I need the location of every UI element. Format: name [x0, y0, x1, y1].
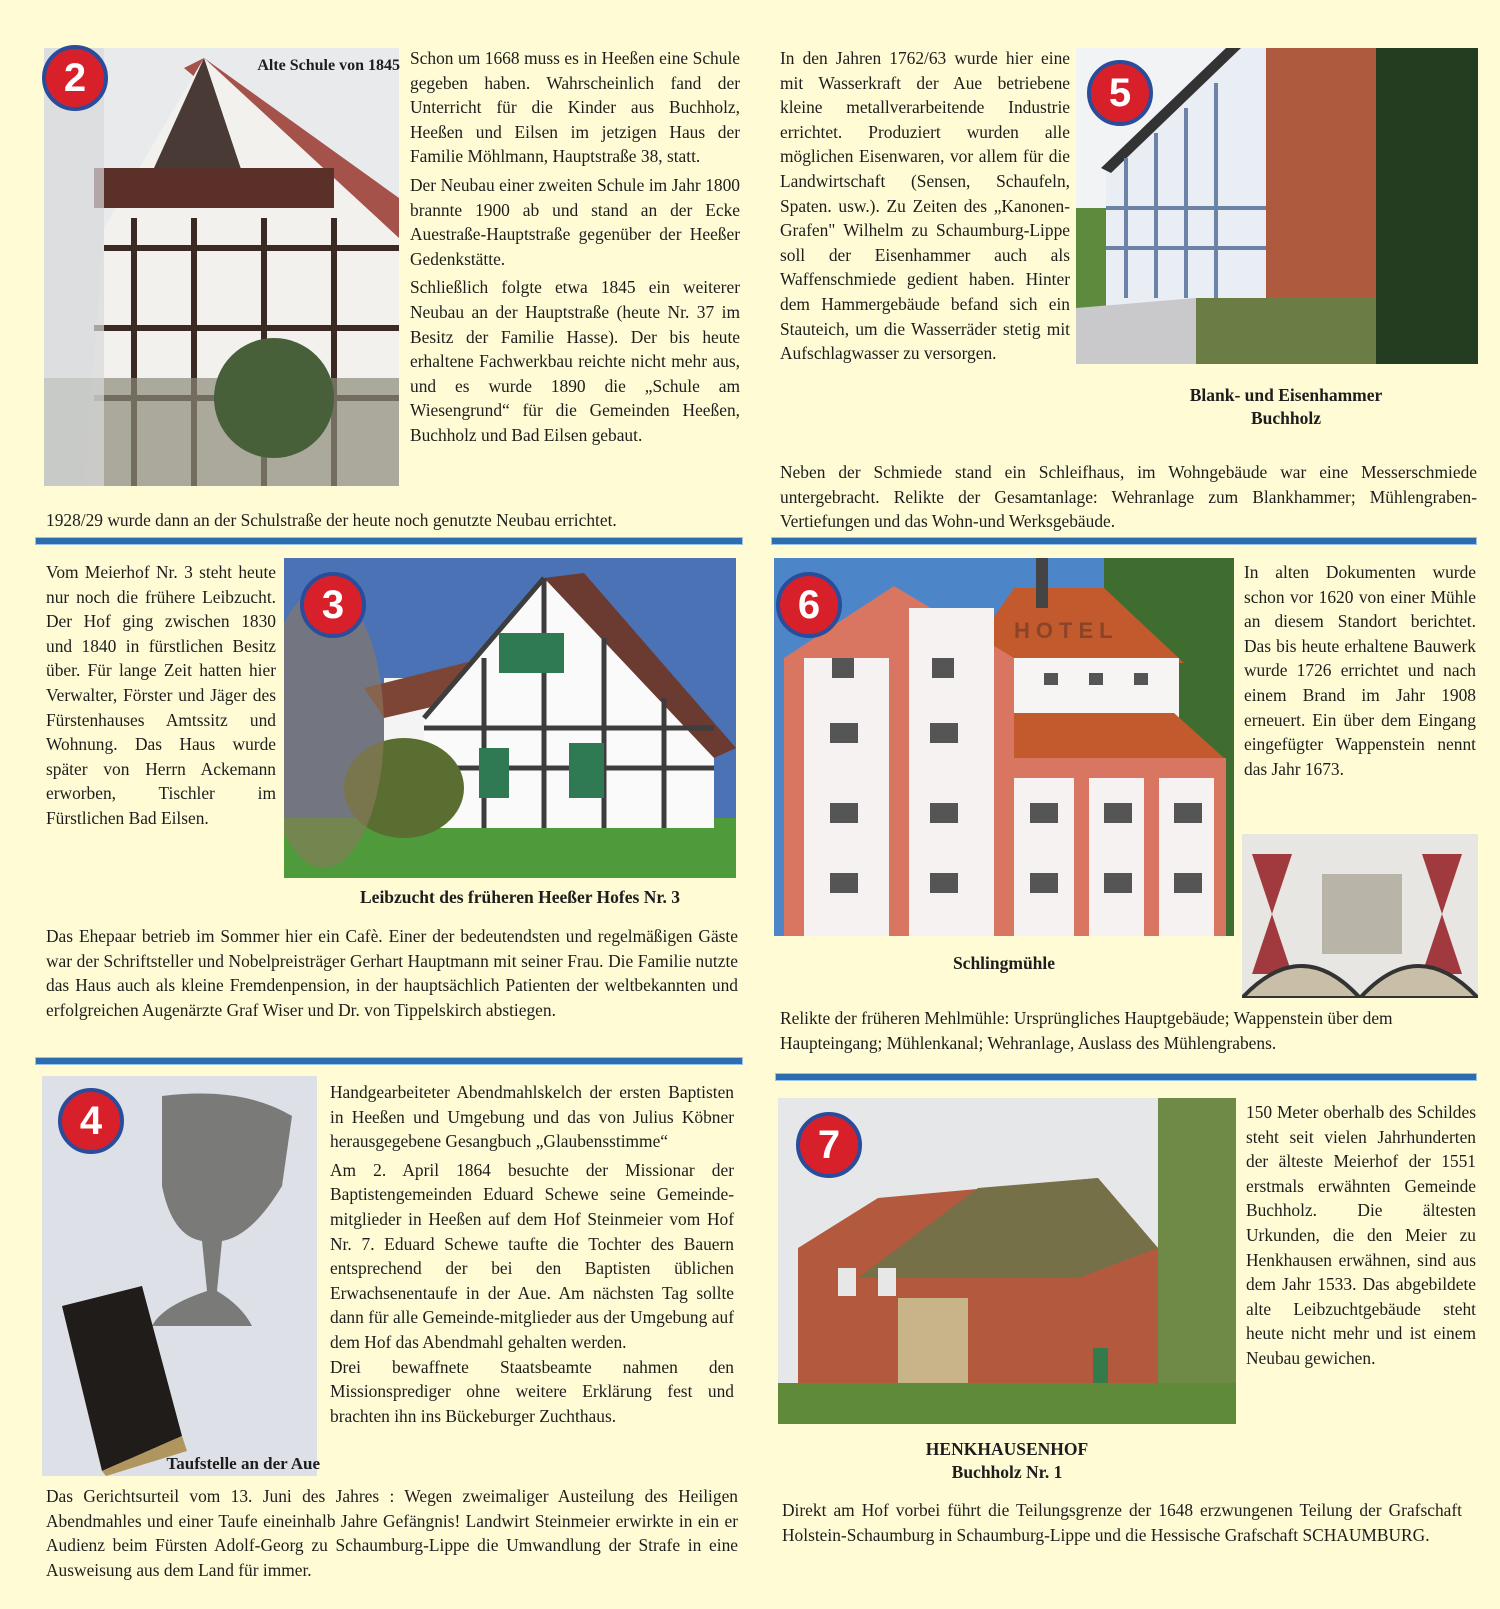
photo-caption-eisenhammer: [1116, 384, 1456, 430]
section4-paragraph: Handgearbeiteter Abendmahlskelch der ersten Baptisten in Heeßen und Umgebung und das von Julius Köbner herausgegebene Gesangbuch „Glaubensstimme“: [330, 1082, 734, 1152]
section2-paragraph: Der Neubau einer zweiten Schule im Jahr 1800 brannte 1900 ab und stand an der Ecke Auestraße-Hauptstraße gegenüber der Heeßer Gedenkstätte.: [410, 174, 740, 269]
section7-footer: Direkt am Hof vorbei führt die Teilungsgrenze der 1648 erzwungenen Teilung der Grafschaft Holstein-Schaumburg in Schaumburg-Lippe und die Hessische Grafschaft SCHAUMBURG.: [782, 1500, 1462, 1545]
photo-caption-alte-schule: Alte Schule von 1845: [257, 57, 400, 74]
caption-line: Buchholz: [1250, 408, 1322, 428]
divider-right-2: [776, 1074, 1476, 1080]
photo-wappenstein: [1242, 834, 1478, 998]
section3-footer: Das Ehepaar betrieb im Sommer hier ein Cafè. Einer der bedeutendsten und regelmäßigen Gäste war der Schriftsteller und Nobelpreisträger Gerhart Hauptmann mit seiner Frau. Die Familie nutzte das Haus auch als kleine Fremdenpension, in der hauptsächlich Patienten der weltbekannten und erfolgreichen Augenärzte Graf Wiser und Dr. von Tippelskirch abstiegen.: [46, 926, 738, 1020]
section6-text: In alten Dokumenten wurde schon vor 1620 von einer Mühle an diesem Standort berichtet. Das bis heute erhaltene Bauwerk wurde 1726 errichtet und nach einem Brand im Jahr 1908 erneuert. Ein über dem Eingang eingefügter Wappenstein nennt das Jahr 1673.: [1244, 562, 1476, 779]
roof-sign-hotel: HOTEL: [1014, 618, 1119, 643]
section4-text: [330, 1080, 734, 1432]
section7-text: 150 Meter oberhalb des Schildes steht seit vielen Jahrhunderten der älteste Meierhof der 1551 erstmals erwähnten Gemeinde Buchholz. Die ältesten Urkunden, die den Meier zu Henkhausen erwähnen, sind aus dem Jahr 1533. Das abgebildete alte Leibzuchtgebäude steht heute nicht mehr und ist einem Neubau gewichen.: [1246, 1102, 1476, 1368]
caption-line: Blank- und Eisenhammer: [1189, 385, 1383, 405]
caption-line: Buchholz Nr. 1: [951, 1462, 1063, 1482]
section4-footer: Das Gerichtsurteil vom 13. Juni des Jahres : Wegen zweimaliger Austeilung des Heiligen Abendmahles und einer Taufe eineinhalb Jahre Gefängnis! Landwirt Steinmeier erwirkte in ein er Audienz beim Fürsten Adolf-Georg zu Schaumburg-Lippe die Umwandlung der Strafe in eine Ausweisung aus dem Land für immer.: [46, 1486, 738, 1580]
marker-badge-7: 7: [796, 1112, 862, 1178]
section4-paragraph: Drei bewaffnete Staatsbeamte nahmen den Missionsprediger ohne weitere Erklärung fest und brachten ihn ins Bückeburger Zuchthaus.: [330, 1356, 734, 1426]
section4-paragraph: Am 2. April 1864 besuchte der Missionar der Baptistengemeinden Eduard Schewe seine Gemeinde-mitglieder in Heeßen auf dem Hof Steinmeier vom Hof Nr. 7. Eduard Schewe taufte die Tochter des Bauern entsprechend der bei den Baptisten üblichen Erwachsenentaufe in der Aue. Am nächsten Tag sollte dann für alle Gemeinde-mitglieder aus der Umgebung auf dem Hof das Abendmahl gehalten werden.: [330, 1159, 734, 1352]
photo-schlingmuehle: [774, 558, 1234, 936]
section2-footer: 1928/29 wurde dann an der Schulstraße der heute noch genutzte Neubau errichtet.: [46, 510, 617, 530]
photo-caption-henkhausenhof: [778, 1438, 1236, 1484]
marker-badge-4: 4: [58, 1088, 124, 1154]
section2-text: [410, 46, 740, 452]
photo-caption-leibzucht: Leibzucht des früheren Heeßer Hofes Nr. 3: [360, 887, 680, 907]
photo-caption-taufstelle: Taufstelle an der Aue: [166, 1454, 320, 1473]
marker-badge-6: 6: [776, 572, 842, 638]
section2-paragraph: Schließlich folgte etwa 1845 ein weiterer Neubau an der Hauptstraße (heute Nr. 37 im Besitz der Familie Hasse). Der bis heute erhaltene Fachwerkbau reichte nicht mehr aus, und es wurde 1890 die „Schule am Wiesengrund“ für die Gemeinden Heeßen, Buchholz und Bad Eilsen gebaut.: [410, 277, 740, 445]
section3-text: Vom Meierhof Nr. 3 steht heute nur noch die frühere Leibzucht. Der Hof ging zwischen 1830 und 1840 in fürstlichen Besitz über. Für lange Zeit hatten hier Verwalter, Förster und Jäger des Fürstenhauses Amtssitz und Wohnung. Das Haus wurde später von Herrn Ackemann erworben, Tischler im Fürstlichen Bad Eilsen.: [46, 562, 276, 828]
marker-badge-3: 3: [300, 572, 366, 638]
divider-left-2: [36, 1058, 742, 1064]
marker-badge-5: 5: [1087, 60, 1153, 126]
caption-line: HENKHAUSENHOF: [925, 1439, 1089, 1459]
section5-footer: Neben der Schmiede stand ein Schleifhaus, im Wohngebäude war eine Messerschmiede untergebracht. Relikte der Gesamtanlage: Wehranlage zum Blankhammer; Mühlengraben-Vertiefungen und das Wohn-und Werksgebäude.: [780, 462, 1477, 532]
divider-left-1: [36, 538, 742, 544]
marker-badge-2: 2: [42, 45, 108, 111]
section5-text: In den Jahren 1762/63 wurde hier eine mit Wasserkraft der Aue betriebene kleine metallverarbeitende Industrie errichtet. Produziert wurden alle möglichen Eisenwaren, vor allem für die Landwirtschaft (Sensen, Schaufeln, Spaten. usw.). Zu Zeiten des „Kanonen-Grafen" Wilhelm zu Schaumburg-Lippe soll der Eisenhammer auch als Waffenschmiede gedient haben. Hinter dem Hammergebäude befand sich ein Stauteich, um die Wasserräder stetig mit Aufschlagwasser zu versorgen.: [780, 48, 1070, 364]
section2-paragraph: Schon um 1668 muss es in Heeßen eine Schule gegeben haben. Wahrscheinlich fand der Unterricht für die Kinder aus Buchholz, Heeßen und Eilsen im jetzigen Haus der Familie Möhlmann, Hauptstraße 38, statt.: [410, 48, 740, 167]
photo-alte-schule: [44, 48, 399, 486]
divider-right-1: [772, 538, 1476, 544]
photo-caption-schlingmuehle: Schlingmühle: [952, 953, 1056, 973]
section6-footer: Relikte der früheren Mehlmühle: Ursprüngliches Hauptgebäude; Wappenstein über dem Haupteingang; Mühlenkanal; Wehranlage, Auslass des Mühlengrabens.: [780, 1008, 1393, 1053]
